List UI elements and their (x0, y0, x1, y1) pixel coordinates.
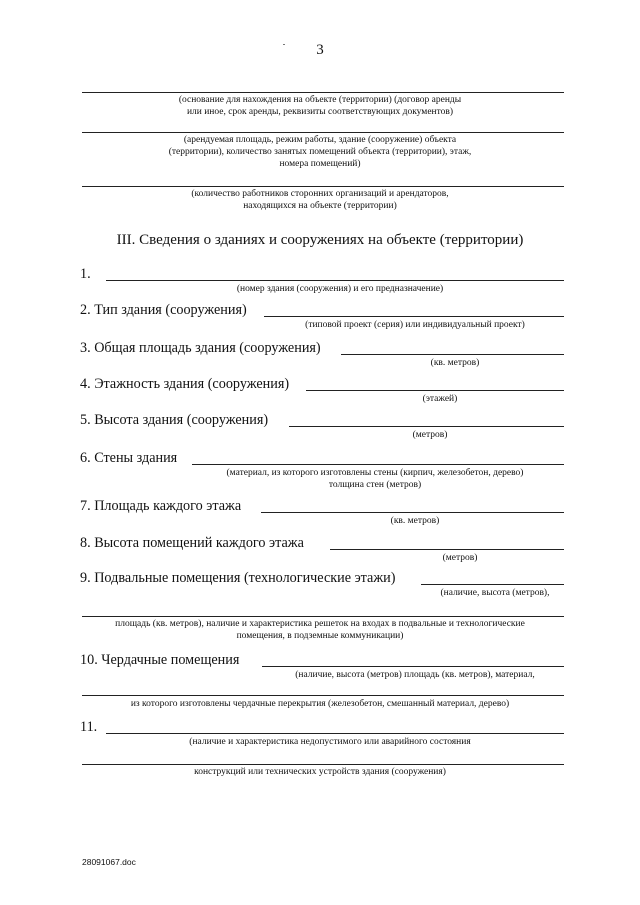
field-note: (количество работников сторонних организаций и арендаторов, (191, 189, 449, 199)
field-note: находящихся на объекте (территории) (243, 201, 397, 211)
item-hint: (номер здания (сооружения) и его предназначение) (236, 284, 444, 294)
item-hint: (кв. метров) (390, 516, 440, 526)
item-label: 4. Этажность здания (сооружения) (80, 376, 290, 392)
item-hint: (метров) (412, 430, 448, 440)
blank-line (192, 464, 564, 465)
item-hint: (наличие и характеристика недопустимого или аварийного состояния (189, 737, 471, 747)
blank-line (341, 354, 564, 355)
blank-line (421, 584, 564, 585)
item-hint: (типовой проект (серия) или индивидуальный проект) (305, 320, 525, 330)
item-hint: (кв. метров) (430, 358, 480, 368)
blank-line (82, 92, 564, 93)
item-hint: (материал, из которого изготовлены стены (кирпич, железобетон, дерево) (226, 468, 524, 478)
item-hint: площадь (кв. метров), наличие и характеристика решеток на входах в подвальные и технологические (115, 619, 525, 629)
item-hint: (наличие, высота (метров) площадь (кв. метров), материал, (295, 670, 535, 680)
blank-line (82, 132, 564, 133)
footer-filename: 28091067.doc (82, 857, 136, 867)
field-note: (основание для нахождения на объекте (территории) (договор аренды (178, 95, 462, 105)
item-hint: (наличие, высота (метров), (440, 588, 550, 598)
item-hint: из которого изготовлены чердачные перекрытия (железобетон, смешанный материал, дерево) (130, 699, 510, 709)
item-hint: толщина стен (метров) (328, 480, 422, 490)
field-note: номера помещений) (279, 159, 361, 169)
item-label: 2. Тип здания (сооружения) (80, 302, 247, 318)
blank-line (82, 695, 564, 696)
field-note: (арендуемая площадь, режим работы, здание (сооружение) объекта (183, 135, 457, 145)
item-label: 10. Чердачные помещения (80, 652, 240, 668)
item-hint: конструкций или технических устройств здания (сооружения) (194, 767, 446, 777)
blank-line (82, 616, 564, 617)
item-hint: (этажей) (422, 394, 458, 404)
blank-line (330, 549, 564, 550)
blank-line (82, 186, 564, 187)
blank-line (106, 280, 564, 281)
blank-line (82, 764, 564, 765)
item-label: 8. Высота помещений каждого этажа (80, 535, 304, 551)
item-label: 3. Общая площадь здания (сооружения) (80, 340, 321, 356)
blank-line (289, 426, 564, 427)
blank-line (306, 390, 564, 391)
blank-line (106, 733, 564, 734)
page-number: 3 (316, 42, 324, 58)
blank-line (264, 316, 564, 317)
item-label: 1. (80, 266, 91, 282)
item-hint: помещения, в подземные коммуникации) (236, 631, 404, 641)
item-hint: (метров) (442, 553, 478, 563)
item-label: 11. (80, 719, 98, 735)
section-heading: III. Сведения о зданиях и сооружениях на объекте (территории) (116, 232, 524, 248)
item-label: 7. Площадь каждого этажа (80, 498, 242, 514)
blank-line (262, 666, 564, 667)
item-label: 6. Стены здания (80, 450, 178, 466)
item-label: 5. Высота здания (сооружения) (80, 412, 269, 428)
item-label: 9. Подвальные помещения (технологические этажи) (80, 570, 396, 586)
blank-line (261, 512, 564, 513)
field-note: или иное, срок аренды, реквизиты соответствующих документов) (186, 107, 454, 117)
field-note: (территории), количество занятых помещений объекта (территории), этаж, (168, 147, 472, 157)
